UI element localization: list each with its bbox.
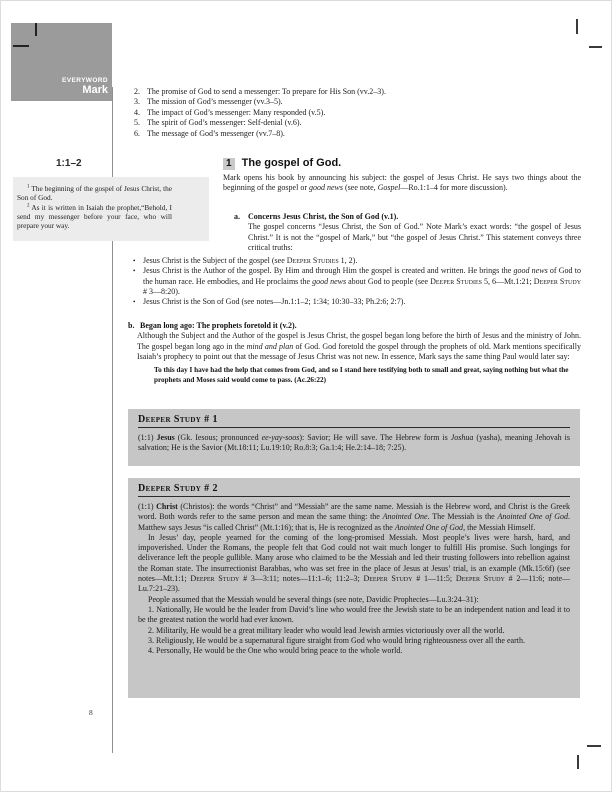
verse-text: The beginning of the gospel of Jesus Christ, the Son of God. xyxy=(17,184,172,203)
scripture-text xyxy=(17,184,172,230)
outline-item-text: The spirit of God’s messenger: Self-denial (v.6). xyxy=(147,118,302,128)
outline-item-number: 6. xyxy=(134,128,140,138)
outline-item-number: 2. xyxy=(134,87,140,96)
study-paragraph: (1:1) Christ (Christos): the words “Christ” and “Messiah” are the same name. Messiah is the Hebrew word, and Christ is the Greek word. Both words refer to the same person and mean the same thing: the Anointed One. The Messiah is the Anointed One of God. Matthew says Jesus “is called Christ” (Mt.1:16); that is, He is recognized as the Anointed One of God, the Messiah Himself. xyxy=(138,502,570,532)
study-paragraph: In Jesus’ day, people yearned for the coming of the long-promised Messiah. Most people’s lives were harsh, hard, and impoverished. Under the Romans, the people felt that God could not wait much longer to fulfill His promise. Such longings for deliverance left the people gullible. Many arose who claimed to be the Messiah and led their trusting followers into rebellion against the Roman state. The insurrectionist Barabbas, who was set free in the place of Jesus at Jesus’ trial, is an example (Mk.15:6f) (see notes—Mt.1:1; Deeper Study # 3—3:11; notes—11:1–6; 11:2–3; Deeper Study # 1—11:5; Deeper Study # 2—11:6; note—Lu.7:21–23). xyxy=(138,532,571,594)
bullet-icon: • xyxy=(133,267,136,276)
crop-mark-top-left-vertical xyxy=(35,23,37,36)
chapter-heading xyxy=(223,157,341,170)
bullet-item xyxy=(129,297,581,307)
bullet-item xyxy=(129,266,581,297)
outline-item xyxy=(134,97,506,107)
brand-book-label: Mark xyxy=(82,84,108,96)
crop-mark-bottom-right-vertical xyxy=(577,755,579,769)
study-paragraph: People assumed that the Messiah would be several things (see note, Davidic Prophecies—Lu.3:24–31): xyxy=(148,594,479,604)
verse-text: As it is written in Isaiah the prophet,“Behold, I send my messenger before your face, who will prepare your way. xyxy=(17,202,172,231)
bullet-icon: • xyxy=(133,257,136,265)
outline-item xyxy=(134,108,506,118)
bullet-text: Jesus Christ is the Author of the gospel. By Him and through Him the gospel is created and written. He brings the good news of God to the human race. He embodies, and He proclaims the good news about God to people (see Deeper Studies 5, 6—Mt.1:21; Deeper Study # 3—8:20). xyxy=(143,266,582,297)
deeper-study-2-body xyxy=(138,502,570,656)
outline-item-text: The promise of God to send a messenger: To prepare for His Son (vv.2–3). xyxy=(147,87,386,96)
crop-mark-bottom-right-horizontal xyxy=(587,745,601,747)
outline-item xyxy=(134,118,506,128)
point-a-label: a. xyxy=(234,212,240,221)
outline-item xyxy=(134,87,506,97)
crop-mark-top-left-horizontal xyxy=(13,45,29,47)
page-number: 8 xyxy=(89,708,93,717)
brand-text xyxy=(62,78,108,97)
study-paragraph: 1. Nationally, He would be the leader from David’s line who would free the Jewish state to be an independent nation and lead it to be the greatest nation the world had ever known. xyxy=(138,604,570,625)
deeper-study-2-title: Deeper Study # 2 xyxy=(138,483,570,497)
bullet-text: Jesus Christ is the Son of God (see notes—Jn.1:1–2; 1:34; 10:30–33; Ph.2:6; 2:7). xyxy=(143,297,406,307)
deeper-study-1-body xyxy=(138,433,570,454)
outline-item-text: The message of God’s messenger (vv.7–8). xyxy=(147,128,285,138)
scripture-verse xyxy=(17,203,172,231)
brand-imprint-label: EVERYWORD xyxy=(62,76,108,84)
deeper-study-1-panel xyxy=(128,409,580,466)
outline-item-text: The impact of God’s messenger: Many responded (v.5). xyxy=(147,107,326,117)
scripture-quote: To this day I have had the help that comes from God, and so I stand here testifying both to small and great, saying nothing but what the prophets and Moses said would come to pass. (Ac.26:22) xyxy=(154,366,569,384)
chapter-number-badge: 1 xyxy=(223,158,235,170)
outline-item xyxy=(134,129,506,139)
study-paragraph: (1:1) Jesus (Gk. Iesous; pronounced ee-yay-soos): Savior; He will save. The Hebrew form is Joshua (yasha), meaning Jehovah is salvation; He is the Savior (Mt.18:11; Lu.19:10; Ro.8:3; Ga.1:4; He.2:14–18; 7:25). xyxy=(138,433,571,453)
outline-item-number: 4. xyxy=(134,107,140,117)
bullet-text: Jesus Christ is the Subject of the gospel (see Deeper Studies 1, 2). xyxy=(143,256,358,265)
outline-item-number: 5. xyxy=(134,118,140,128)
scripture-verse xyxy=(17,184,172,203)
intro-paragraph: Mark opens his book by announcing his subject: the gospel of Jesus Christ. He says two things about the beginning of the gospel or good news (see note, Gospel—Ro.1:1–4 for more discussion). xyxy=(223,173,581,193)
point-b-heading xyxy=(128,321,581,331)
crop-mark-top-right-vertical xyxy=(576,19,578,34)
outline-item-text: The mission of God’s messenger (vv.3–5). xyxy=(147,97,283,107)
verse-number: 1 xyxy=(27,184,30,190)
point-b-section xyxy=(128,321,581,386)
deeper-study-1-title: Deeper Study # 1 xyxy=(138,414,570,428)
point-b-label: b. xyxy=(128,321,135,330)
point-b-heading-text: Began long ago: The prophets foretold it (v.2). xyxy=(140,321,297,330)
study-paragraph: 4. Personally, He would be the One who would bring peace to the whole world. xyxy=(148,646,403,656)
point-b-body: Although the Subject and the Author of the gospel is Jesus Christ, the gospel began long before the birth of Jesus and the ministry of John. The gospel began long ago in the mind and plan of God. God foretold the gospel through the prophets of old. Mark mentions specifically Isaiah’s prophecy to point out that the message of Jesus Christ was not new. In essence, Mark says the same thing Paul would later say: xyxy=(137,331,581,362)
scripture-box xyxy=(13,177,209,241)
study-paragraph: 2. Militarily, He would be a great military leader who would lead Jewish armies victoriously over all the world. xyxy=(148,625,505,635)
truths-bullet-list xyxy=(129,256,581,308)
sermon-outline-list xyxy=(134,87,506,139)
point-a-body: The gospel concerns “Jesus Christ, the Son of God.” Note Mark’s exact words: “the gospel of Jesus Christ.” It is not the “gospel of Mark,” but “the gospel of Jesus Christ.” This statement conveys three critical truths: xyxy=(248,222,581,253)
brand-box xyxy=(11,23,112,101)
outline-item-number: 3. xyxy=(134,97,140,107)
chapter-title: The gospel of God. xyxy=(241,157,342,169)
point-a-section xyxy=(234,212,581,253)
point-a-heading xyxy=(234,212,581,222)
study-paragraph: 3. Religiously, He would be a supernatural figure straight from God who would bring righteousness over all the earth. xyxy=(148,635,525,645)
bullet-item xyxy=(129,256,581,266)
point-a-heading-text: Concerns Jesus Christ, the Son of God (v.1). xyxy=(248,212,399,221)
deeper-study-2-panel xyxy=(128,478,580,698)
passage-reference: 1:1–2 xyxy=(56,158,82,169)
bullet-icon: • xyxy=(133,298,136,307)
crop-mark-top-right-horizontal xyxy=(589,46,602,48)
verse-number: 2 xyxy=(27,203,30,209)
